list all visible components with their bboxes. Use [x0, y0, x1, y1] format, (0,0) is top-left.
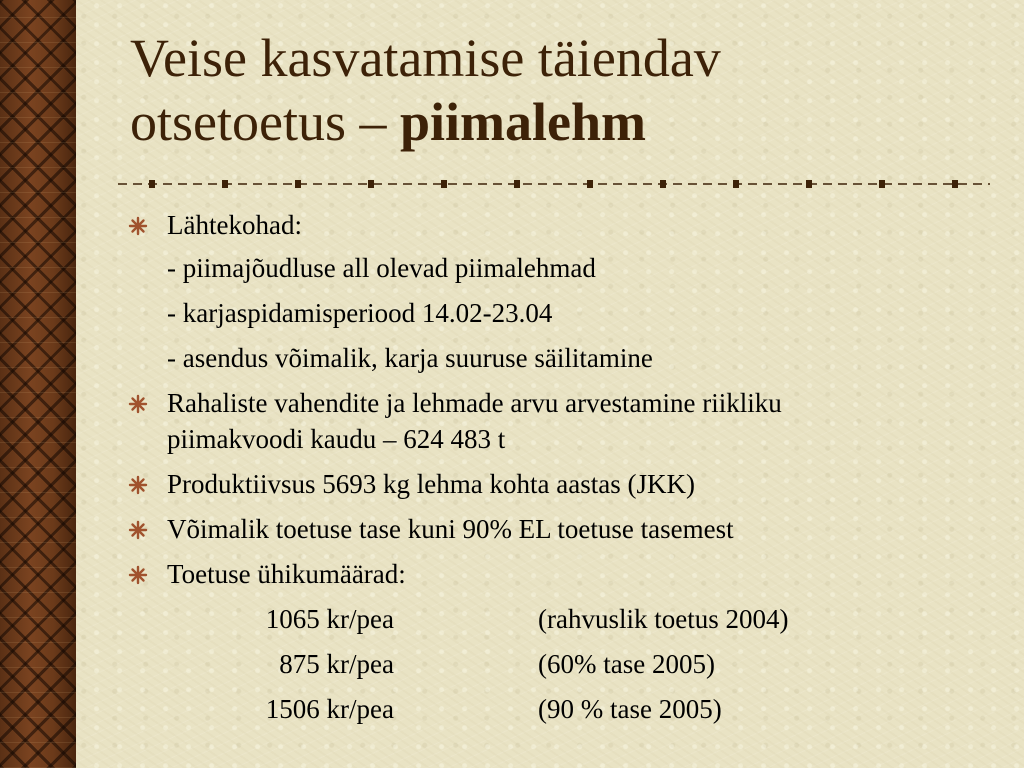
bullet-text: Produktiivsus 5693 kg lehma kohta aastas (JKK) [167, 469, 695, 499]
decorative-side-stripe [0, 0, 76, 768]
bullet-text: Toetuse ühikumäärad: [167, 559, 406, 589]
asterisk-bullet-icon [128, 475, 148, 495]
slide-title [130, 26, 990, 154]
rate-value: 1065 kr/pea [265, 604, 394, 634]
rate-note: (60% tase 2005) [538, 649, 715, 679]
rate-note: (rahvuslik toetus 2004) [538, 604, 789, 634]
title-emphasis: piimalehm [399, 92, 646, 152]
asterisk-bullet-icon [128, 394, 148, 414]
rate-value: 875 kr/pea [279, 649, 394, 679]
sub-line: - karjaspidamisperiood 14.02-23.04 [167, 298, 553, 328]
asterisk-bullet-icon [128, 565, 148, 585]
rate-value: 1506 kr/pea [265, 694, 394, 724]
sub-line: - asendus võimalik, karja suuruse säilitamine [167, 343, 653, 373]
title-line-1: Veise kasvatamise täiendav [130, 28, 721, 88]
asterisk-bullet-icon [128, 520, 148, 540]
title-divider [118, 175, 990, 193]
bullet-text: Rahaliste vahendite ja lehmade arvu arvestamine riikliku [167, 388, 782, 418]
bullet-text: Võimalik toetuse tase kuni 90% EL toetuse tasemest [167, 514, 734, 544]
rate-note: (90 % tase 2005) [538, 694, 722, 724]
bullet-continuation: piimakvoodi kaudu – 624 483 t [167, 424, 506, 454]
asterisk-bullet-icon [128, 216, 148, 236]
sub-line: - piimajõudluse all olevad piimalehmad [167, 253, 596, 283]
title-line-2: otsetoetus – [130, 92, 400, 152]
bullet-text: Lähtekohad: [167, 210, 302, 240]
